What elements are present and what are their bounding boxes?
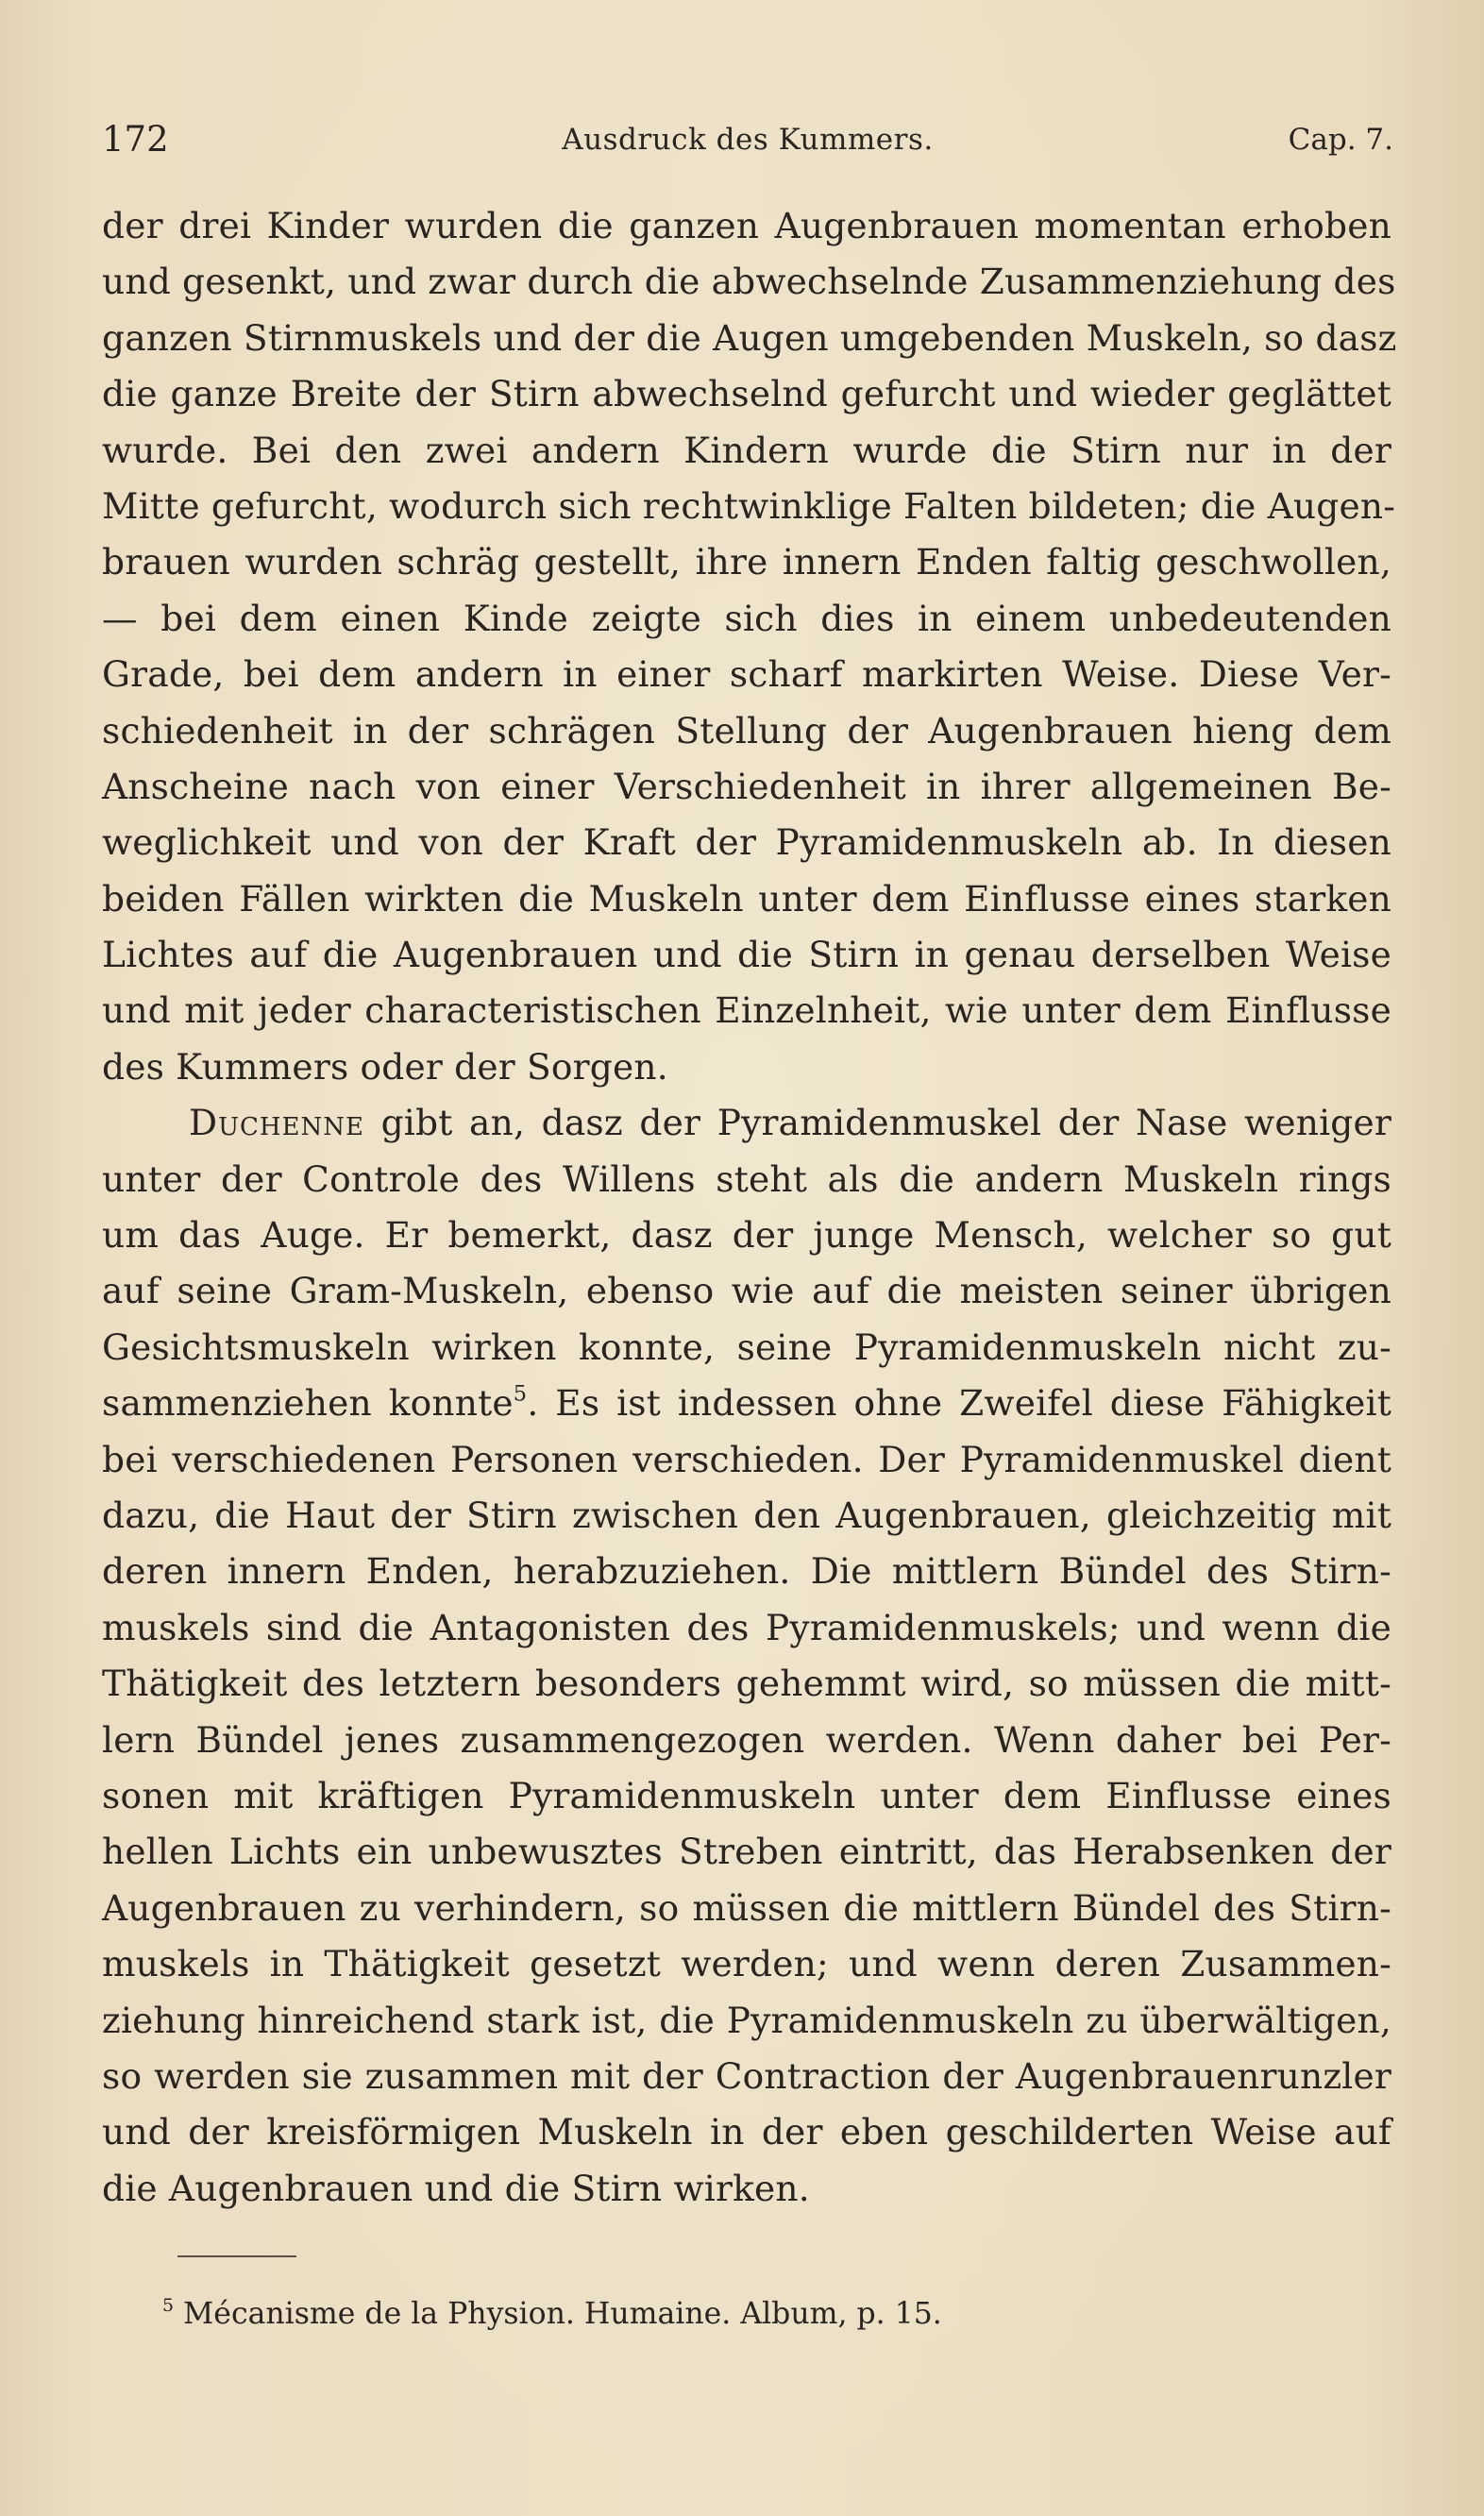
line-text: . Es ist indessen ohne Zweifel diese Fähigkeit (527, 1382, 1391, 1425)
running-title: Ausdruck des Kummers. (562, 123, 934, 157)
page-header (102, 111, 1393, 168)
line-text: gibt an, dasz der Pyramidenmuskel der Nase weniger (364, 1102, 1391, 1144)
text-line: Grade, bei dem andern in einer scharf markirten Weise. Diese Ver- (102, 653, 1391, 696)
footnote (162, 2290, 942, 2338)
text-line: muskels in Thätigkeit gesetzt werden; und wenn deren Zusammen- (102, 1943, 1391, 1985)
text-line: wurde. Bei den zwei andern Kindern wurde die Stirn nur in der (102, 429, 1391, 471)
text-line: ganzen Stirnmuskels und der die Augen umgebenden Muskeln, so dasz (102, 316, 1397, 359)
text-line: und mit jeder characteristischen Einzelnheit, wie unter dem Einflusse (102, 989, 1391, 1032)
text-line: der drei Kinder wurden die ganzen Augenbrauen momentan erhoben (102, 205, 1391, 246)
footnote-marker: 5 (162, 2294, 175, 2316)
footnote-separator (177, 2255, 296, 2257)
line-text: sammenziehen konnte (102, 1382, 514, 1425)
footnote-reference[interactable]: 5 (513, 1381, 528, 1407)
text-line: ziehung hinreichend stark ist, die Pyramidenmuskeln zu überwältigen, (102, 1999, 1391, 2041)
text-line: Thätigkeit des letztern besonders gehemmt wird, so müssen die mitt- (102, 1663, 1391, 1705)
text-line: unter der Controle des Willens steht als die andern Muskeln rings (102, 1157, 1391, 1200)
body-text (102, 198, 1397, 2217)
text-line: Augenbrauen zu verhindern, so müssen die mittlern Bündel des Stirn- (102, 1886, 1391, 1929)
text-line: deren innern Enden, herabzuziehen. Die mittlern Bündel des Stirn- (102, 1550, 1391, 1593)
text-line: weglichkeit und von der Kraft der Pyramidenmuskeln ab. In diesen (102, 821, 1391, 864)
footnote-text: Mécanisme de la Physion. Humaine. Album, p. 15. (183, 2297, 942, 2331)
paragraph-2 (102, 1095, 1391, 2217)
text-line: des Kummers oder der Sorgen. (102, 1045, 668, 1088)
text-line: hellen Lichts ein unbewusztes Streben eintritt, das Herabsenken der (102, 1831, 1391, 1873)
text-line: dazu, die Haut der Stirn zwischen den Augenbrauen, gleichzeitig mit (102, 1494, 1391, 1536)
paragraph-1 (102, 198, 1397, 1095)
author-name: Duchenne (189, 1102, 365, 1144)
text-line: Anscheine nach von einer Verschiedenheit in ihrer allgemeinen Be- (102, 765, 1391, 807)
text-line: um das Auge. Er bemerkt, dasz der junge Mensch, welcher so gut (102, 1214, 1391, 1257)
text-line (102, 1376, 1391, 1431)
text-line: und gesenkt, und zwar durch die abwechselnde Zusammenziehung des (102, 261, 1396, 303)
text-line: und der kreisförmigen Muskeln in der eben geschilderten Weise auf (102, 2111, 1391, 2153)
text-line (102, 1095, 1391, 1151)
text-line: muskels sind die Antagonisten des Pyramidenmuskels; und wenn die (102, 1606, 1391, 1648)
text-line: auf seine Gram-Muskeln, ebenso wie auf die meisten seiner übrigen (102, 1270, 1391, 1312)
text-line: — bei dem einen Kinde zeigte sich dies in einem unbedeutenden (102, 597, 1391, 639)
text-line: Mitte gefurcht, wodurch sich rechtwinklige Falten bildeten; die Augen- (102, 484, 1396, 527)
text-line: brauen wurden schräg gestellt, ihre innern Enden faltig geschwollen, (102, 541, 1391, 583)
chapter-label: Cap. 7. (1288, 123, 1393, 157)
text-line: die Augenbrauen und die Stirn wirken. (102, 2167, 810, 2209)
text-line: Lichtes auf die Augenbrauen und die Stirn in genau derselben Weise (102, 934, 1391, 976)
text-line: so werden sie zusammen mit der Contraction der Augenbrauenrunzler (102, 2054, 1391, 2097)
text-line: bei verschiedenen Personen verschieden. Der Pyramidenmuskel dient (102, 1438, 1391, 1480)
text-line: sonen mit kräftigen Pyramidenmuskeln unter dem Einflusse eines (102, 1774, 1391, 1816)
page-number: 172 (102, 119, 169, 160)
text-line: die ganze Breite der Stirn abwechselnd gefurcht und wieder geglättet (102, 373, 1391, 415)
text-line: beiden Fällen wirkten die Muskeln unter dem Einflusse eines starken (102, 877, 1391, 920)
text-line: lern Bündel jenes zusammengezogen werden. Wenn daher bei Per- (102, 1718, 1391, 1761)
text-line: Gesichtsmuskeln wirken konnte, seine Pyramidenmuskeln nicht zu- (102, 1326, 1391, 1368)
text-line: schiedenheit in der schrägen Stellung der Augenbrauen hieng dem (102, 709, 1391, 751)
